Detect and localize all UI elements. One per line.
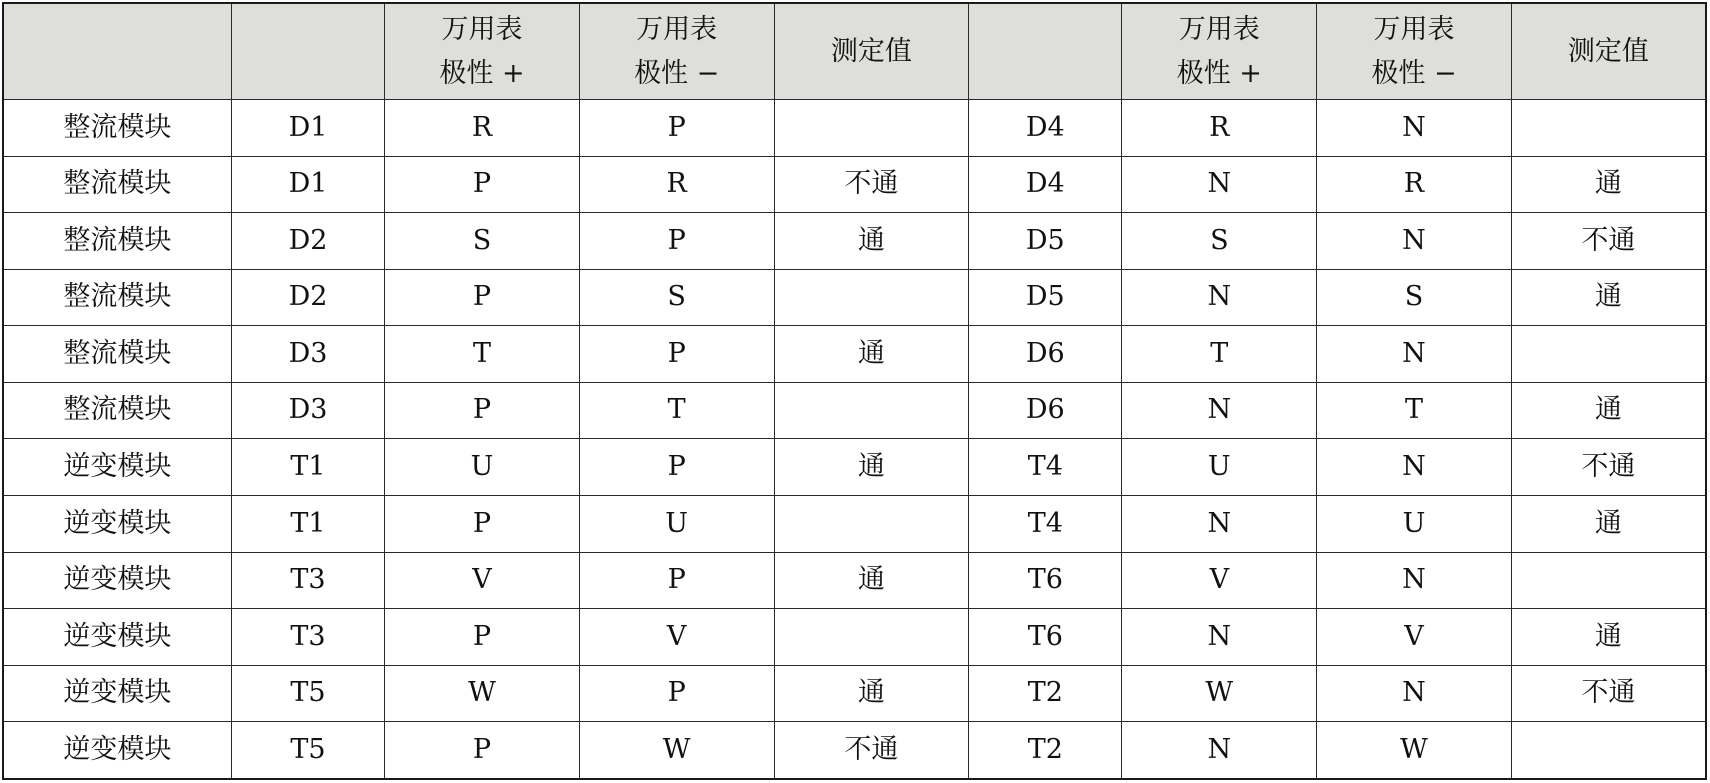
cell-module: 逆变模块 <box>3 609 231 666</box>
cell-right-device: D6 <box>969 326 1122 383</box>
cell-left-plus: V <box>385 552 580 609</box>
cell-left-device: D1 <box>231 156 384 213</box>
table-row <box>3 609 1706 666</box>
header-left-plus <box>385 3 580 100</box>
cell-module: 整流模块 <box>3 326 231 383</box>
table-body <box>3 100 1706 780</box>
header-left-plus-line1: 万用表 <box>441 13 523 45</box>
cell-right-value: 不通 <box>1511 439 1706 496</box>
cell-left-minus: W <box>579 722 774 779</box>
header-left-minus-line1: 万用表 <box>636 13 718 45</box>
cell-right-device: T4 <box>969 439 1122 496</box>
cell-left-device: D3 <box>231 326 384 383</box>
cell-left-value: 通 <box>774 552 969 609</box>
table-row <box>3 496 1706 553</box>
cell-right-minus: N <box>1317 439 1512 496</box>
cell-left-minus: P <box>579 213 774 270</box>
cell-right-plus: N <box>1122 609 1317 666</box>
cell-right-device: D4 <box>969 156 1122 213</box>
cell-module: 整流模块 <box>3 156 231 213</box>
cell-left-plus: P <box>385 382 580 439</box>
cell-left-value <box>774 496 969 553</box>
cell-left-value: 通 <box>774 326 969 383</box>
header-right-minus-line2: 极性 − <box>1371 57 1457 89</box>
cell-left-minus: R <box>579 156 774 213</box>
header-right-value: 测定值 <box>1511 3 1706 100</box>
cell-right-device: T2 <box>969 722 1122 779</box>
cell-left-device: D2 <box>231 213 384 270</box>
cell-left-plus: U <box>385 439 580 496</box>
cell-right-plus: V <box>1122 552 1317 609</box>
cell-left-minus: V <box>579 609 774 666</box>
table-row <box>3 269 1706 326</box>
cell-left-device: T5 <box>231 722 384 779</box>
cell-module: 整流模块 <box>3 382 231 439</box>
header-left-value: 测定值 <box>774 3 969 100</box>
cell-module: 逆变模块 <box>3 552 231 609</box>
cell-left-plus: P <box>385 156 580 213</box>
cell-right-plus: R <box>1122 100 1317 157</box>
cell-left-value: 不通 <box>774 156 969 213</box>
cell-left-plus: S <box>385 213 580 270</box>
cell-left-device: D1 <box>231 100 384 157</box>
cell-left-plus: P <box>385 496 580 553</box>
table-row <box>3 326 1706 383</box>
cell-right-plus: T <box>1122 326 1317 383</box>
cell-right-minus: N <box>1317 213 1512 270</box>
header-right-plus-line2: 极性 + <box>1176 57 1262 89</box>
header-right-minus-line1: 万用表 <box>1373 13 1455 45</box>
cell-right-value <box>1511 100 1706 157</box>
cell-left-minus: P <box>579 665 774 722</box>
cell-right-value: 通 <box>1511 609 1706 666</box>
cell-right-value <box>1511 722 1706 779</box>
cell-left-minus: P <box>579 100 774 157</box>
cell-left-device: T3 <box>231 552 384 609</box>
header-right-minus <box>1317 3 1512 100</box>
cell-right-plus: N <box>1122 496 1317 553</box>
cell-module: 逆变模块 <box>3 496 231 553</box>
cell-left-value: 通 <box>774 439 969 496</box>
cell-module: 整流模块 <box>3 100 231 157</box>
cell-left-plus: P <box>385 269 580 326</box>
cell-left-value <box>774 100 969 157</box>
cell-module: 整流模块 <box>3 213 231 270</box>
cell-right-device: D5 <box>969 213 1122 270</box>
cell-right-minus: N <box>1317 100 1512 157</box>
cell-left-plus: P <box>385 722 580 779</box>
cell-right-minus: V <box>1317 609 1512 666</box>
header-right-plus-line1: 万用表 <box>1178 13 1260 45</box>
header-right-device <box>969 3 1122 100</box>
table-row <box>3 722 1706 779</box>
cell-right-minus: N <box>1317 552 1512 609</box>
header-left-minus <box>579 3 774 100</box>
cell-left-minus: U <box>579 496 774 553</box>
cell-right-device: T6 <box>969 552 1122 609</box>
cell-right-minus: S <box>1317 269 1512 326</box>
cell-left-device: T1 <box>231 496 384 553</box>
cell-right-value: 通 <box>1511 156 1706 213</box>
cell-right-minus: T <box>1317 382 1512 439</box>
cell-left-minus: P <box>579 326 774 383</box>
cell-left-plus: R <box>385 100 580 157</box>
cell-left-value: 不通 <box>774 722 969 779</box>
cell-right-device: D6 <box>969 382 1122 439</box>
table-row <box>3 213 1706 270</box>
table-row <box>3 156 1706 213</box>
cell-right-value: 不通 <box>1511 213 1706 270</box>
cell-left-value <box>774 382 969 439</box>
table-row <box>3 100 1706 157</box>
cell-module: 逆变模块 <box>3 722 231 779</box>
cell-right-plus: W <box>1122 665 1317 722</box>
measurement-table <box>2 2 1707 780</box>
cell-left-value <box>774 269 969 326</box>
cell-module: 整流模块 <box>3 269 231 326</box>
cell-left-plus: W <box>385 665 580 722</box>
cell-left-device: T5 <box>231 665 384 722</box>
cell-right-device: T2 <box>969 665 1122 722</box>
cell-right-value: 通 <box>1511 496 1706 553</box>
table-row <box>3 665 1706 722</box>
cell-left-device: D2 <box>231 269 384 326</box>
cell-right-value: 通 <box>1511 382 1706 439</box>
header-left-plus-line2: 极性 + <box>439 57 525 89</box>
header-left-minus-line2: 极性 − <box>634 57 720 89</box>
cell-left-device: T3 <box>231 609 384 666</box>
cell-left-plus: T <box>385 326 580 383</box>
header-row <box>3 3 1706 100</box>
cell-right-device: D5 <box>969 269 1122 326</box>
cell-right-plus: U <box>1122 439 1317 496</box>
cell-left-minus: S <box>579 269 774 326</box>
cell-right-minus: N <box>1317 326 1512 383</box>
cell-right-plus: N <box>1122 269 1317 326</box>
cell-right-plus: N <box>1122 382 1317 439</box>
header-left-device <box>231 3 384 100</box>
cell-right-value: 不通 <box>1511 665 1706 722</box>
cell-right-minus: W <box>1317 722 1512 779</box>
header-right-plus <box>1122 3 1317 100</box>
cell-right-plus: N <box>1122 156 1317 213</box>
cell-right-device: T4 <box>969 496 1122 553</box>
cell-module: 逆变模块 <box>3 665 231 722</box>
cell-left-plus: P <box>385 609 580 666</box>
cell-left-device: D3 <box>231 382 384 439</box>
cell-right-plus: S <box>1122 213 1317 270</box>
cell-right-value: 通 <box>1511 269 1706 326</box>
table-row <box>3 382 1706 439</box>
cell-right-minus: U <box>1317 496 1512 553</box>
table-row <box>3 439 1706 496</box>
cell-left-minus: P <box>579 439 774 496</box>
cell-left-minus: P <box>579 552 774 609</box>
header-module <box>3 3 231 100</box>
cell-right-value <box>1511 326 1706 383</box>
cell-right-value <box>1511 552 1706 609</box>
cell-module: 逆变模块 <box>3 439 231 496</box>
cell-right-minus: R <box>1317 156 1512 213</box>
cell-right-device: T6 <box>969 609 1122 666</box>
cell-left-value <box>774 609 969 666</box>
cell-left-value: 通 <box>774 213 969 270</box>
table-row <box>3 552 1706 609</box>
cell-right-minus: N <box>1317 665 1512 722</box>
cell-left-minus: T <box>579 382 774 439</box>
cell-right-plus: N <box>1122 722 1317 779</box>
cell-left-value: 通 <box>774 665 969 722</box>
cell-right-device: D4 <box>969 100 1122 157</box>
cell-left-device: T1 <box>231 439 384 496</box>
